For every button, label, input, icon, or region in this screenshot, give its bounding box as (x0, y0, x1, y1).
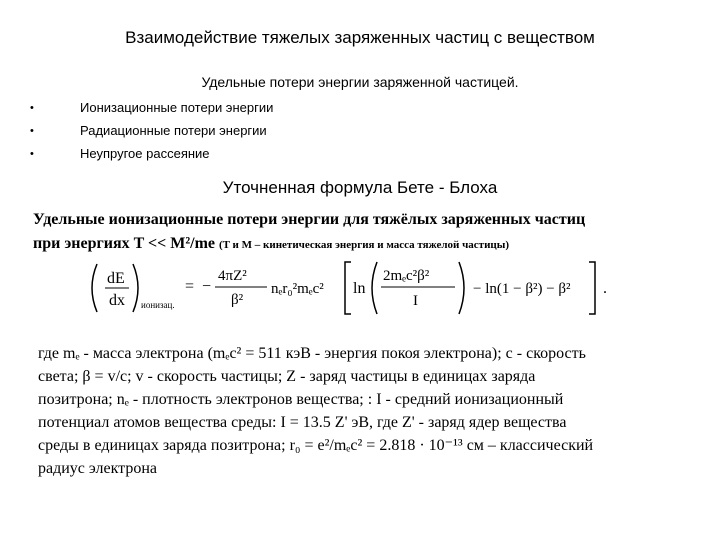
explanation-paragraph (38, 342, 688, 480)
bullet-icon: • (30, 147, 34, 160)
main-fraction-numerator: 4πZ² (218, 268, 247, 284)
description-line-2 (33, 235, 509, 253)
bullet-list (30, 96, 273, 165)
energy-condition: при энергиях T << M²/me (33, 235, 215, 252)
inner-right-paren (459, 262, 464, 314)
explanation-line: потенциал атомов вещества среды: I = 13.5 Z' эВ, где Z' - заряд ядер вещества (38, 414, 567, 431)
right-bracket (589, 262, 595, 314)
explanation-line: света; β = v/c; v - скорость частицы; Z - заряд частицы в единицах заряда (38, 368, 536, 385)
inner-left-paren (372, 262, 377, 314)
bullet-icon: • (30, 124, 34, 137)
lhs-numerator: dE (107, 270, 125, 287)
bullet-item (30, 119, 273, 142)
lhs-denominator: dx (109, 292, 125, 309)
minus-sign: − (202, 278, 212, 295)
electron-factor: nₑr₀²mₑc² (271, 281, 324, 297)
slide-subtitle: Удельные потери энергии заряженной частицей. (201, 74, 519, 90)
slide-title: Взаимодействие тяжелых заряженных частиц с веществом (125, 28, 595, 47)
right-paren (133, 264, 138, 312)
ln-function: ln (353, 280, 366, 297)
inner-denominator: I (413, 293, 418, 309)
energy-condition-note: (T и M – кинетическая энергия и масса тяжелой частицы) (219, 239, 510, 251)
inner-numerator: 2mₑc²β² (383, 268, 430, 284)
formula-title: Уточненная формула Бете - Блоха (222, 178, 498, 197)
left-bracket (345, 262, 351, 314)
left-paren (92, 264, 97, 312)
bullet-item (30, 96, 273, 119)
explanation-line: среды в единицах заряда позитрона; r₀ = e²/mₑc² = 2.818 · 10⁻¹³ см – классический (38, 437, 594, 454)
main-fraction-denominator: β² (231, 292, 244, 308)
bethe-bloch-formula (85, 258, 625, 318)
formula-period: . (603, 280, 607, 297)
bullet-label: Радиационные потери энергии (80, 123, 267, 138)
equals-sign: = (185, 278, 195, 295)
description-line-1: Удельные ионизационные потери энергии для тяжёлых заряженных частиц (33, 211, 586, 228)
bullet-icon: • (30, 101, 34, 114)
explanation-line: где mₑ - масса электрона (mₑc² = 511 кэВ - энергия покоя электрона); c - скорость (38, 345, 586, 362)
lhs-subscript: ионизац. (141, 300, 175, 310)
explanation-line: позитрона; nₑ - плотность электронов вещества; : I - средний ионизационный (38, 391, 564, 408)
bullet-item (30, 142, 273, 165)
explanation-line: радиус электрона (38, 460, 157, 477)
formula-tail: − ln(1 − β²) − β² (473, 281, 571, 297)
bullet-label: Ионизационные потери энергии (80, 100, 274, 115)
bullet-label: Неупругое рассеяние (80, 146, 210, 161)
